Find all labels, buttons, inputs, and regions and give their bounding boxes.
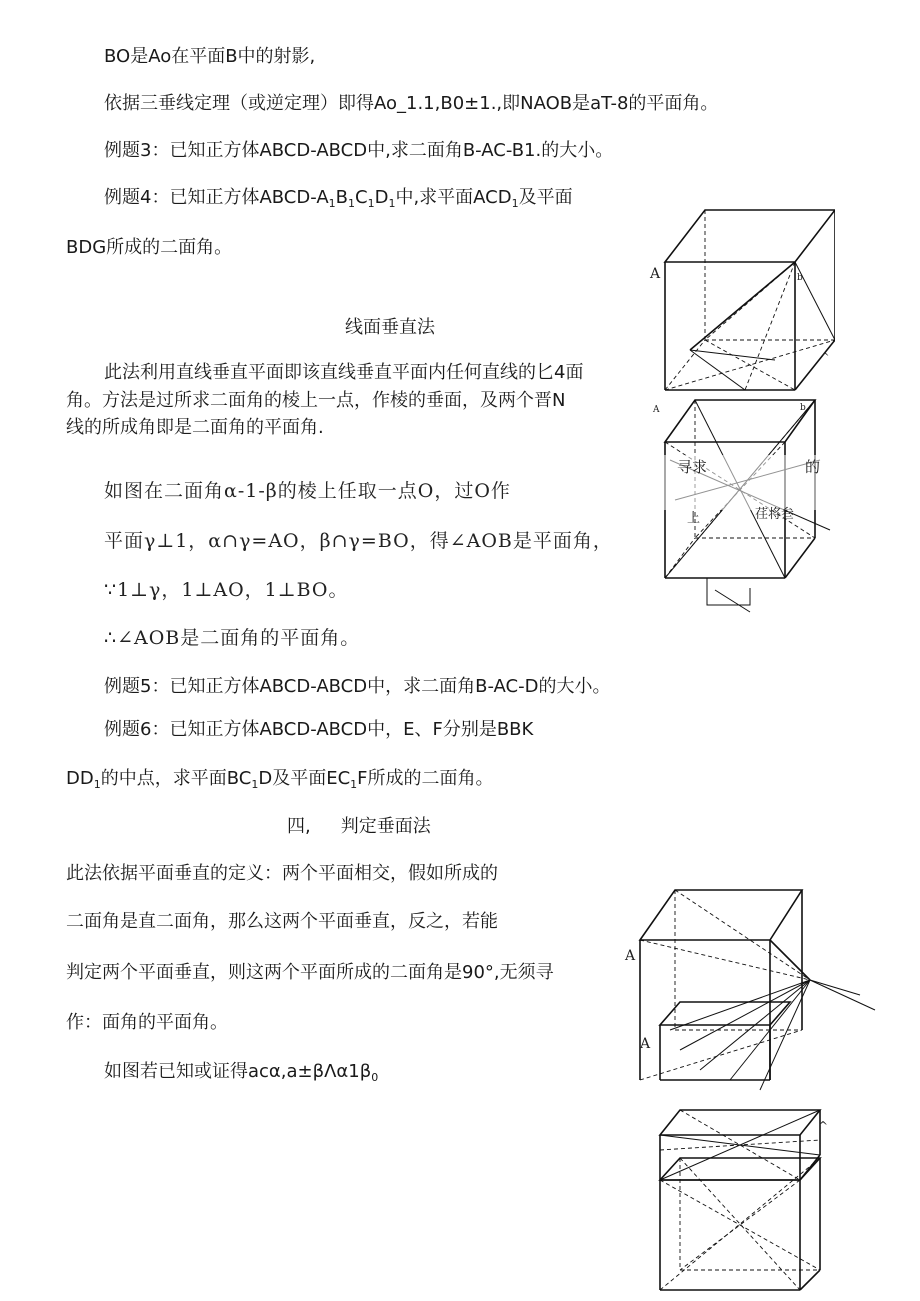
cube-large (624, 890, 875, 1090)
cube-diagram-figure-1 (645, 200, 835, 620)
cube-middle (652, 400, 830, 612)
example-3: 例题3：已知正方体ABCD-ABCD中,求二面角B-AC-B1.的大小。 (104, 140, 614, 161)
cube-top (649, 210, 835, 390)
label-a3: A (640, 1036, 651, 1052)
scan-line-4: ∴∠AOB是二面角的平面角。 (104, 627, 361, 649)
scan-line-3: ∵1⊥γ，1⊥AO，1⊥BO。 (104, 579, 349, 601)
label-b-small: b (800, 403, 806, 413)
cube-bottom (660, 1158, 820, 1290)
paragraph-definition-3: 判定两个平面垂直，则这两个平面所成的二面角是90°,无须寻 (66, 962, 554, 983)
cube-lower (660, 1110, 828, 1180)
label-a-small: A (653, 405, 660, 415)
example-4-continued: BDG所成的二面角。 (66, 237, 233, 258)
scan-line-1: 如图在二面角α-1-β的棱上任取一点O，过O作 (104, 480, 511, 502)
example-4: 例题4：已知正方体ABCD-$A_1B_1C_1D_1$中,求平面$ACD_1$及平面 (104, 187, 573, 210)
example-5: 例题5：已知正方体ABCD-ABCD中，求二面角B-AC-D的大小。 (104, 676, 611, 697)
label-b: b (797, 273, 803, 283)
paragraph-three-perpendicular: 依据三垂线定理（或逆定理）即得Ao_1.1,B0±1.,即NAOB是aT-8的平面角。 (104, 93, 719, 114)
section-heading-judge-perpendicular: 四, 判定垂面法 (287, 816, 431, 837)
paragraph-method-2: 角。方法是过所求二面角的棱上一点，作棱的垂面，及两个晋N (66, 390, 566, 411)
paragraph-method-3: 线的所成角即是二面角的平面角. (66, 417, 324, 438)
scan-line-2: 平面γ⊥1，α∩γ=AO，β∩γ=BO，得∠AOB是平面角， (104, 530, 613, 552)
paragraph-definition-1: 此法依据平面垂直的定义：两个平面相交，假如所成的 (66, 863, 498, 884)
paragraph-definition-4: 作：面角的平面角。 (66, 1012, 228, 1033)
label-caret-2: ^ (818, 1119, 829, 1133)
overlay-text-3: 上 (687, 511, 701, 526)
paragraph-definition-2: 二面角是直二面角，那么这两个平面垂直，反之，若能 (66, 911, 498, 932)
overlay-text-1: 寻求 (677, 458, 708, 476)
cube-diagram-figure-2 (620, 880, 880, 1300)
label-a2: A (625, 948, 636, 964)
paragraph-as-shown: 如图若已知或证得$ac\alpha,a\pm\beta\Lambda\alpha 1\beta_0$ (104, 1061, 379, 1084)
overlay-text-2: 的 (805, 458, 821, 476)
overlay-text-4: 荏将叁 (755, 507, 795, 522)
paragraph-bo-projection: BO是Ao在平面B中的射影, (104, 46, 316, 67)
example-6: 例题6：已知正方体ABCD-ABCD中，E、F分别是BBK (104, 719, 534, 740)
paragraph-method-1: 此法利用直线垂直平面即该直线垂直平面内任何直线的匕4面 (104, 362, 584, 383)
label-a: A (650, 266, 661, 282)
label-caret: ^ (821, 352, 830, 363)
example-6-continued: $DD_1$的中点，求平面$BC_1D$及平面$EC_1F$所成的二面角。 (66, 768, 494, 791)
section-heading-line-plane-perpendicular: 线面垂直法 (345, 317, 435, 338)
